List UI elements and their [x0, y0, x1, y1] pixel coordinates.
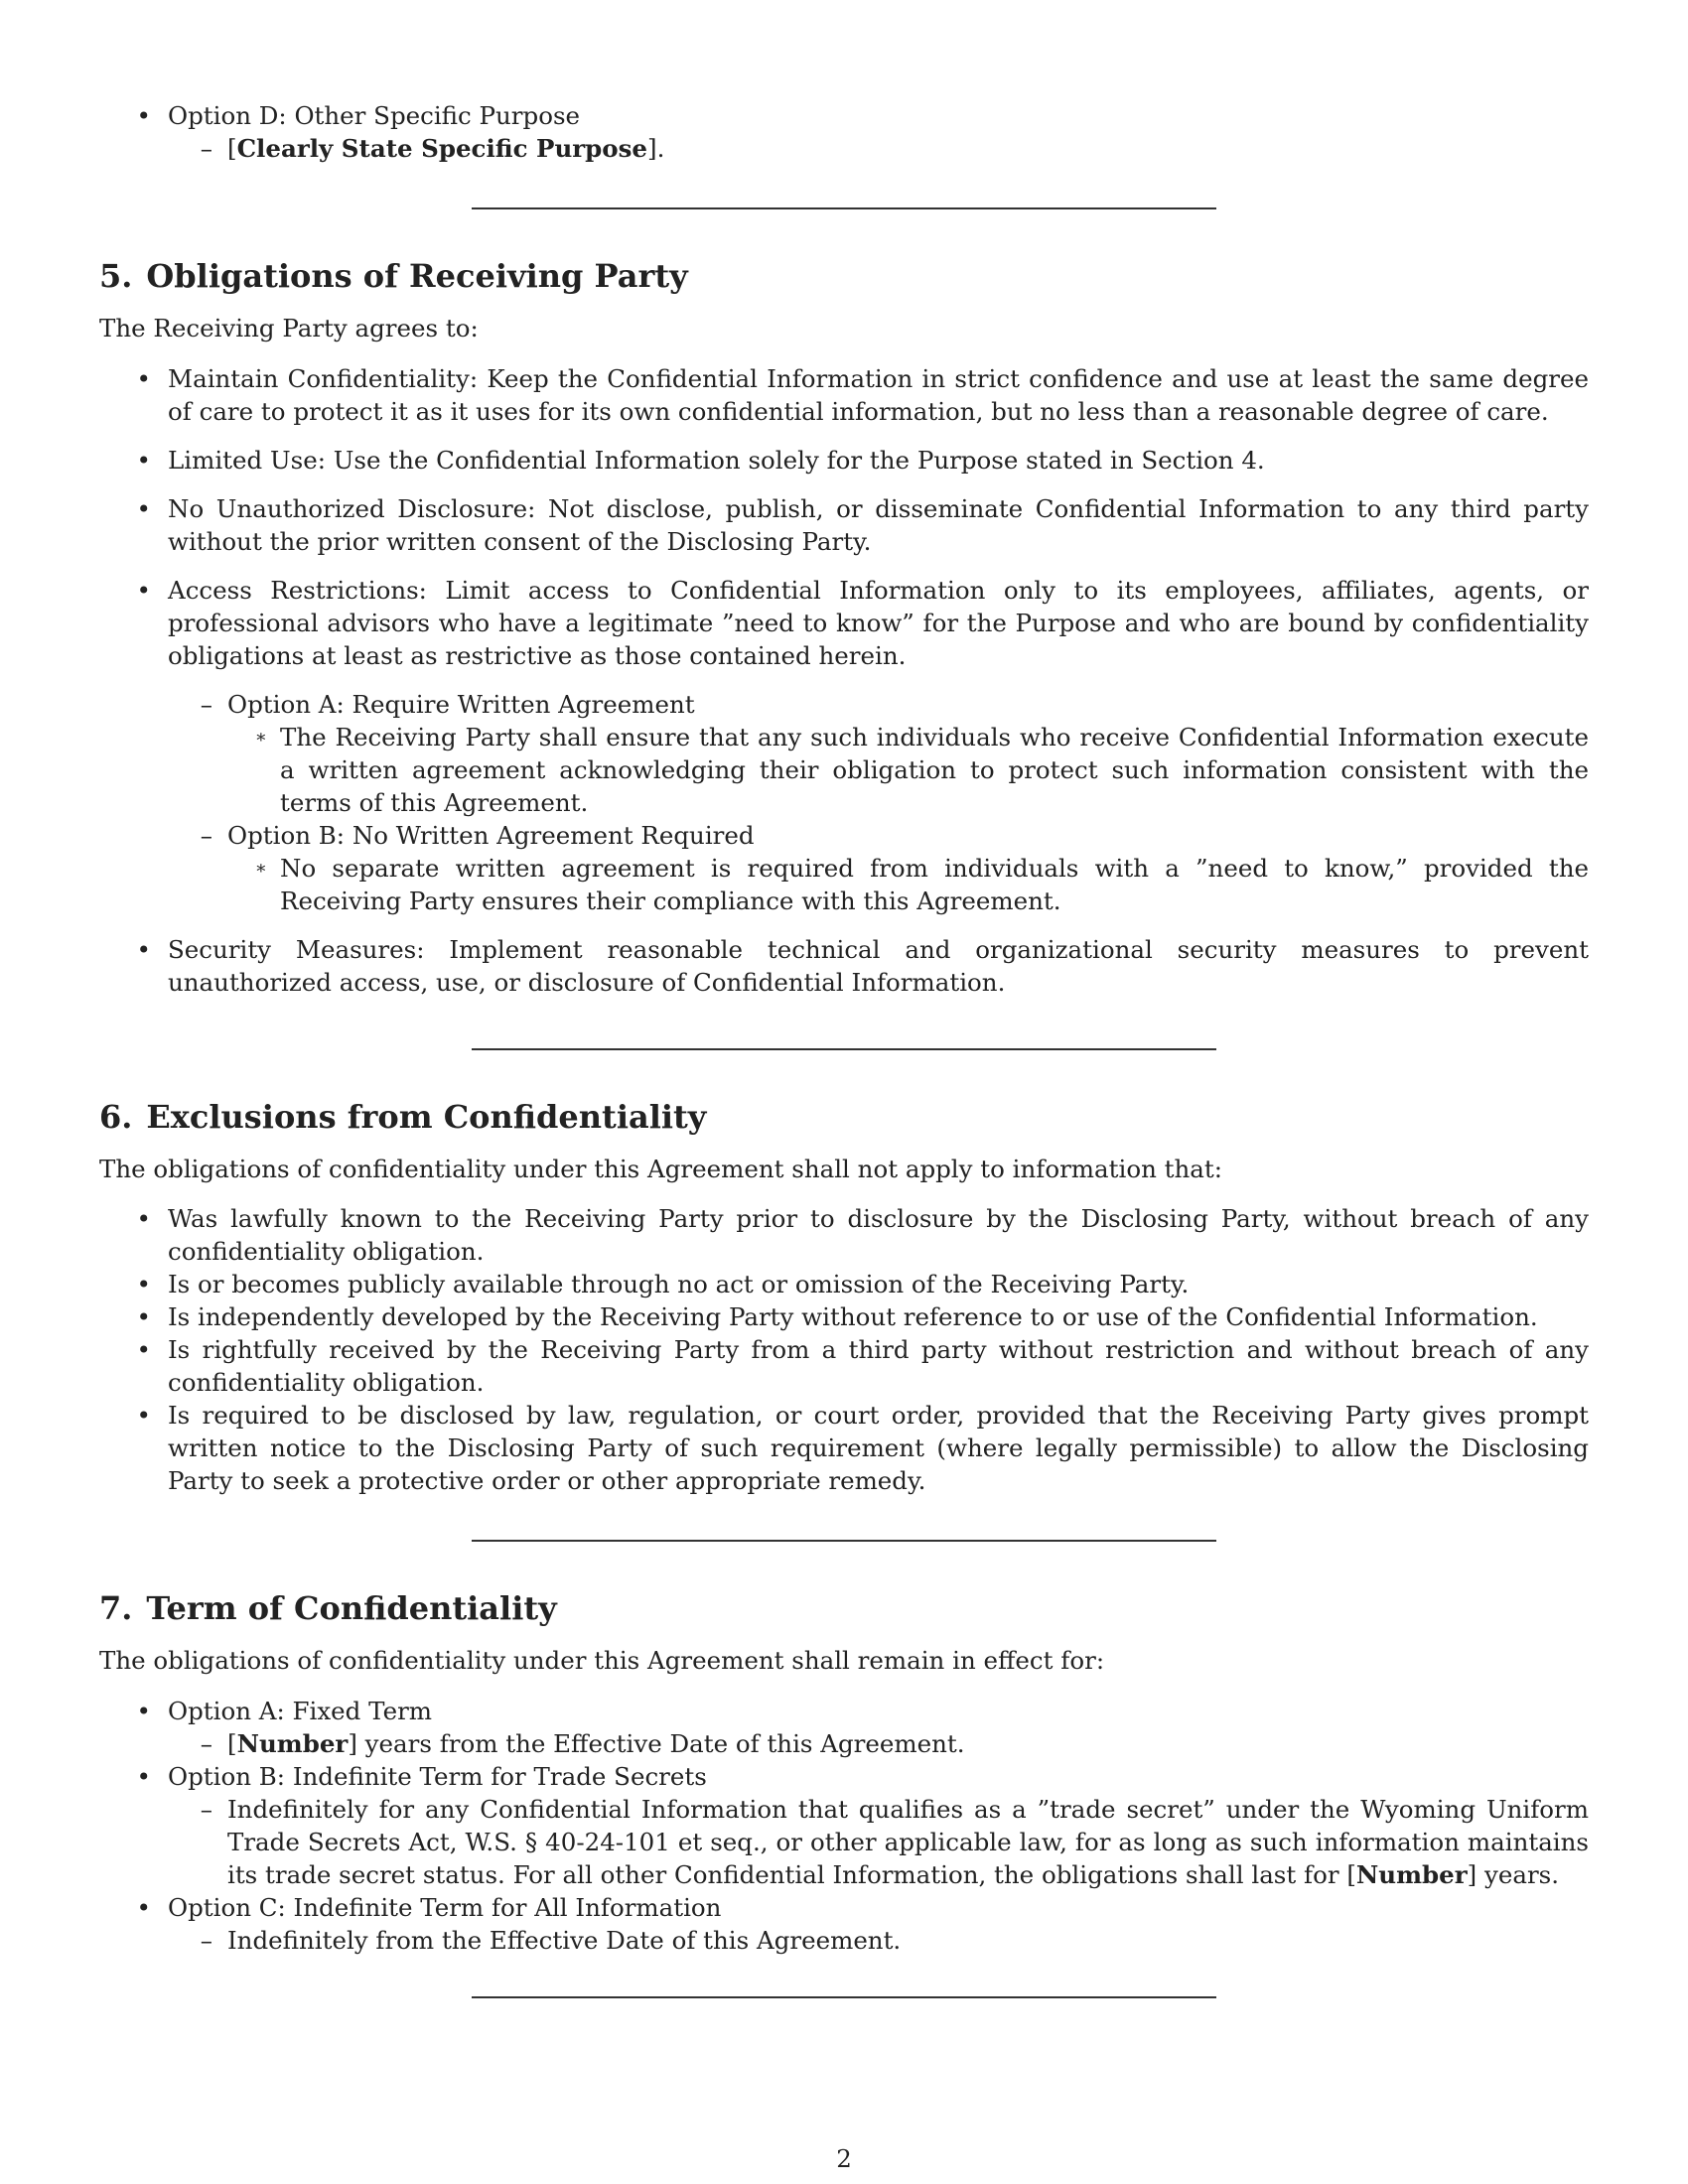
- option-d-block: [99, 99, 1589, 165]
- list-item: [99, 99, 1589, 132]
- bullet-marker: •: [136, 1893, 151, 1922]
- bullet-marker: •: [136, 576, 151, 605]
- bullet-marker: •: [136, 1697, 151, 1725]
- list-item-text: Is or becomes publicly available through no act or omission of the Receiving Party.: [168, 1270, 1190, 1298]
- bullet-marker: •: [136, 1335, 151, 1364]
- section-7: [99, 1588, 1589, 1628]
- list-item-text: Was lawfully known to the Receiving Party prior to disclosure by the Disclosing Party, without breach of any confidentiality obligation.: [168, 1204, 1589, 1266]
- list-subitem: [99, 132, 1589, 165]
- section-5-intro: The Receiving Party agrees to:: [99, 314, 479, 342]
- section-7-intro: The obligations of confidentiality under this Agreement shall remain in effect for:: [99, 1646, 1105, 1675]
- dash-marker: –: [200, 1795, 212, 1824]
- list-subitem: [99, 1727, 1589, 1760]
- section-5-intro-block: [99, 312, 1589, 344]
- list-item: [99, 444, 1589, 477]
- option-d-label: Option D: Other Specific Purpose: [168, 101, 581, 130]
- option-text: Indefinitely from the Effective Date of this Agreement.: [227, 1926, 902, 1955]
- section-divider: [472, 207, 1216, 209]
- option-label: Option C: Indefinite Term for All Information: [168, 1893, 722, 1922]
- option-text: ] years from the Effective Date of this Agreement.: [348, 1729, 965, 1758]
- section-7-intro-block: [99, 1644, 1589, 1677]
- placeholder-bold: Number: [1355, 1860, 1468, 1889]
- section-title: Exclusions from Confidentiality: [146, 1098, 707, 1136]
- section-6-list: [99, 1202, 1589, 1497]
- bullet-marker: •: [136, 935, 151, 964]
- dash-marker: –: [200, 1729, 212, 1758]
- section-6: [99, 1097, 1589, 1137]
- dash-marker: –: [200, 134, 212, 163]
- section-7-list: [99, 1695, 1589, 1957]
- placeholder-bold: Clearly State Specific Purpose: [236, 134, 648, 163]
- list-item-text: No Unauthorized Disclosure: Not disclose, publish, or disseminate Confidential Information to any third party without the prior written consent of the Disclosing Party.: [168, 494, 1589, 556]
- list-subitem: [99, 1924, 1589, 1957]
- list-item-text: Access Restrictions: Limit access to Confidential Information only to its employees, affiliates, agents, or professional advisors who have a legitimate ”need to know” for the Purpose and who are bound by confidentiality obligations at least as restrictive as those contained herein.: [168, 576, 1589, 670]
- bullet-marker: •: [136, 1204, 151, 1233]
- list-item-text: Limited Use: Use the Confidential Information solely for the Purpose stated in Section 4.: [168, 446, 1265, 475]
- list-item-text: Maintain Confidentiality: Keep the Confidential Information in strict confidence and use at least the same degree of care to protect it as it uses for its own confidential information, but no less than a reasonable degree of care.: [168, 364, 1589, 426]
- option-text: No separate written agreement is required from individuals with a ”need to know,” provided the Receiving Party ensures their compliance with this Agreement.: [280, 854, 1589, 915]
- bullet-marker: •: [136, 494, 151, 523]
- dash-marker: –: [200, 690, 212, 719]
- list-item: [99, 933, 1589, 999]
- section-6-heading: [99, 1097, 1589, 1137]
- bracket-open: [: [227, 1729, 237, 1758]
- list-item: [99, 1891, 1589, 1924]
- list-item: [99, 1399, 1589, 1497]
- list-item: [99, 1268, 1589, 1300]
- dash-marker: –: [200, 1926, 212, 1955]
- document-page: [99, 0, 1589, 2184]
- option-label: Option B: Indefinite Term for Trade Secrets: [168, 1762, 707, 1791]
- list-item: [99, 574, 1589, 672]
- list-item: [99, 1333, 1589, 1399]
- list-subitem: [99, 819, 1589, 852]
- bullet-marker: •: [136, 1270, 151, 1298]
- star-marker: ∗: [254, 858, 267, 879]
- list-subsubitem: [99, 721, 1589, 819]
- bullet-marker: •: [136, 101, 151, 130]
- list-item: [99, 1300, 1589, 1333]
- section-divider: [472, 1540, 1216, 1542]
- page-number: 2: [836, 2144, 852, 2173]
- list-item: [99, 362, 1589, 428]
- placeholder-bold: Number: [236, 1729, 349, 1758]
- list-subsubitem: [99, 852, 1589, 917]
- option-text-end: ] years.: [1467, 1860, 1560, 1889]
- list-item-text: Is independently developed by the Receiving Party without reference to or use of the Confidential Information.: [168, 1302, 1538, 1331]
- list-item: [99, 1760, 1589, 1793]
- option-label: Option A: Require Written Agreement: [227, 690, 695, 719]
- dash-marker: –: [200, 821, 212, 850]
- option-text: Indefinitely for any Confidential Information that qualifies as a ”trade secret” under the Wyoming Uniform Trade Secrets Act, W.S. § 40-24-101 et seq., or other applicable law, for as long as such information maintains its trade secret status. For all other Confidential Information, the obligations shall last for: [227, 1795, 1589, 1889]
- section-6-intro-block: [99, 1153, 1589, 1185]
- section-5-heading: [99, 256, 1589, 296]
- list-item-text: Is required to be disclosed by law, regulation, or court order, provided that the Receiving Party gives prompt written notice to the Disclosing Party of such requirement (where legally permissible) to allow the Disclosing Party to seek a protective order or other appropriate remedy.: [168, 1401, 1589, 1495]
- list-item: [99, 1202, 1589, 1268]
- list-subitem: [99, 688, 1589, 721]
- section-number: 7.: [99, 1589, 133, 1627]
- list-subitem: [99, 1793, 1589, 1891]
- bullet-marker: •: [136, 1302, 151, 1331]
- star-marker: ∗: [254, 727, 267, 748]
- section-5: [99, 256, 1589, 296]
- option-label: Option A: Fixed Term: [168, 1697, 433, 1725]
- bullet-marker: •: [136, 446, 151, 475]
- section-divider: [472, 1048, 1216, 1050]
- section-title: Term of Confidentiality: [146, 1589, 557, 1627]
- section-6-intro: The obligations of confidentiality under this Agreement shall not apply to information that:: [99, 1155, 1222, 1183]
- bullet-marker: •: [136, 364, 151, 393]
- option-label: Option B: No Written Agreement Required: [227, 821, 755, 850]
- section-divider: [472, 1996, 1216, 1998]
- list-item-text: Security Measures: Implement reasonable technical and organizational security measures to prevent unauthorized access, use, or disclosure of Confidential Information.: [168, 935, 1589, 997]
- bullet-marker: •: [136, 1762, 151, 1791]
- section-5-list: [99, 362, 1589, 999]
- list-item: [99, 492, 1589, 558]
- bullet-marker: •: [136, 1401, 151, 1430]
- section-number: 5.: [99, 257, 133, 295]
- section-7-heading: [99, 1588, 1589, 1628]
- section-title: Obligations of Receiving Party: [146, 257, 688, 295]
- list-item-text: Is rightfully received by the Receiving Party from a third party without restriction and without breach of any confidentiality obligation.: [168, 1335, 1589, 1397]
- bracket-open: [: [227, 134, 237, 163]
- list-item: [99, 1695, 1589, 1727]
- option-text: The Receiving Party shall ensure that any such individuals who receive Confidential Information execute a written agreement acknowledging their obligation to protect such information consistent with the terms of this Agreement.: [280, 723, 1589, 817]
- bracket-open: [: [1346, 1860, 1356, 1889]
- section-number: 6.: [99, 1098, 133, 1136]
- bracket-close: ].: [647, 134, 665, 163]
